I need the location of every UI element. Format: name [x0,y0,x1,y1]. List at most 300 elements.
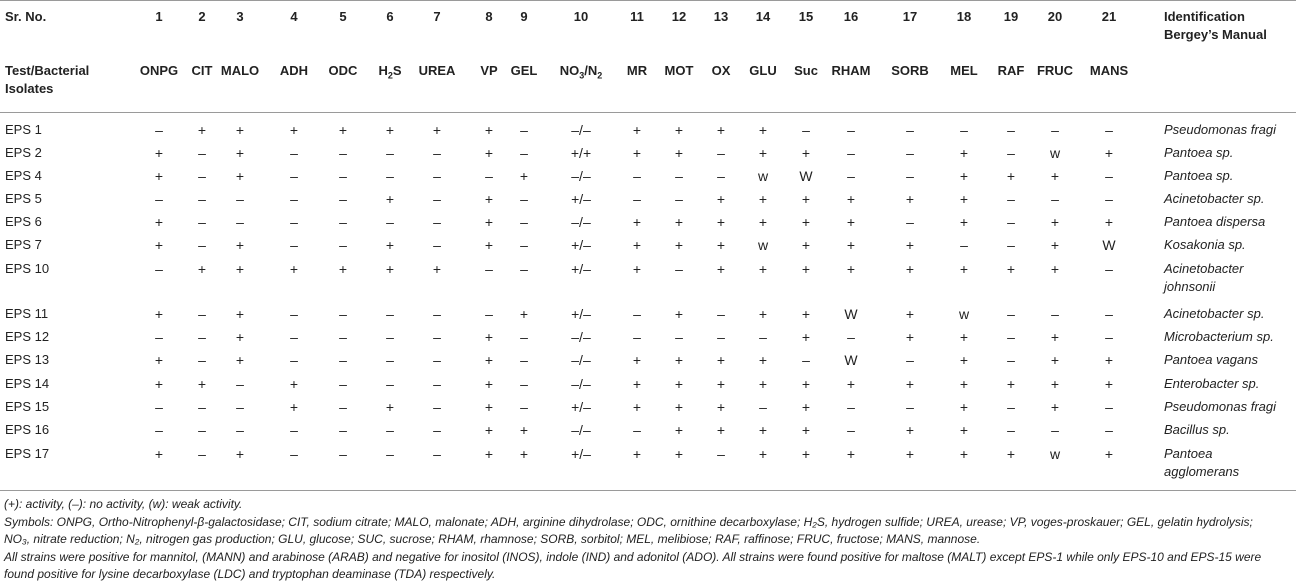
header-column-number: 14 [755,9,771,24]
result-cell: – [339,145,347,161]
result-cell: + [905,261,915,277]
header-test-sorb [880,63,940,79]
header-column-number: 4 [290,9,298,24]
result-cell: + [674,306,684,322]
result-cell: – [1051,306,1059,322]
identification-name: Pantoea sp. [1164,168,1234,183]
header-test-gel [494,63,554,79]
result-cell: – [386,168,394,184]
result-cell: – [1051,191,1059,207]
result-cell: – [433,399,441,415]
result-cell: – [1007,329,1015,345]
result-cell: – [433,352,441,368]
result-cell: +/– [571,446,591,462]
test-abbrev: CIT [191,63,213,78]
result-cell: + [154,352,164,368]
result-cell: – [198,191,206,207]
result-cell: + [905,306,915,322]
header-identification: Identification [1164,9,1245,24]
result-cell: – [155,122,163,138]
result-cell: – [675,329,683,345]
result-cell: – [290,422,298,438]
result-cell: + [235,329,245,345]
result-cell: + [1104,145,1114,161]
header-isolates: Isolates [5,81,54,96]
result-cell: + [716,422,726,438]
result-cell: – [386,376,394,392]
result-cell: + [154,306,164,322]
test-abbrev: ODC [328,63,358,78]
result-cell: – [198,306,206,322]
result-cell: – [1105,168,1113,184]
result-cell: – [339,446,347,462]
result-cell: – [1007,145,1015,161]
header-column-number: 15 [798,9,814,24]
result-cell: – [386,352,394,368]
result-cell: + [758,352,768,368]
result-cell: + [154,376,164,392]
result-cell: + [484,329,494,345]
result-cell: + [154,446,164,462]
result-cell: – [339,376,347,392]
header-column-number: 17 [902,9,918,24]
result-cell: – [520,376,528,392]
result-cell: – [236,376,244,392]
header-sr-no: Sr. No. [5,9,47,24]
header-test-malo [210,63,270,79]
subscript: 2 [387,70,393,81]
result-cell: + [1050,399,1060,415]
result-cell: –/– [571,376,591,392]
header-test-bacterial: Test/Bacterial [5,63,90,78]
result-cell: – [198,446,206,462]
result-cell: – [485,306,493,322]
result-cell: – [433,306,441,322]
result-cell: –/– [571,329,591,345]
result-cell: – [198,352,206,368]
result-cell: + [801,261,811,277]
result-cell: –/– [571,122,591,138]
result-cell: + [289,376,299,392]
result-cell: + [484,237,494,253]
header-column-number: 21 [1101,9,1117,24]
footnote-line: (+): activity, (–): no activity, (w): weak activity. [4,497,243,511]
result-cell: w [757,237,769,253]
result-cell: + [1006,168,1016,184]
result-cell: – [290,446,298,462]
result-cell: – [759,329,767,345]
test-abbrev: VP [480,63,498,78]
result-cell: + [905,329,915,345]
result-cell: – [1007,352,1015,368]
result-cell: + [846,446,856,462]
result-cell: – [198,329,206,345]
header-test-rham [821,63,881,79]
isolate-id: EPS 6 [5,214,42,229]
result-cell: + [235,122,245,138]
result-cell: + [905,376,915,392]
result-cell: + [959,261,969,277]
result-cell: – [717,168,725,184]
result-cell: + [801,422,811,438]
identification-name: Enterobacter sp. [1164,376,1260,391]
result-cell: – [520,329,528,345]
isolate-id: EPS 14 [5,376,50,391]
isolate-id: EPS 4 [5,168,42,183]
result-cell: – [1105,261,1113,277]
test-abbrev: UREA [418,63,456,78]
result-cell: + [758,422,768,438]
result-cell: – [198,399,206,415]
result-cell: + [674,399,684,415]
identification-name: Pseudomonas fragi [1164,399,1277,414]
result-cell: + [484,422,494,438]
result-cell: + [385,399,395,415]
header-column-number: 13 [713,9,729,24]
result-cell: + [385,237,395,253]
result-cell: W [844,352,858,368]
result-cell: + [959,376,969,392]
result-cell: + [484,145,494,161]
result-cell: W [844,306,858,322]
result-cell: – [236,399,244,415]
result-cell: + [632,145,642,161]
header-column-number: 20 [1047,9,1063,24]
result-cell: + [632,376,642,392]
result-cell: – [759,399,767,415]
isolate-id: EPS 17 [5,446,50,461]
identification-name: Pseudomonas fragi [1164,122,1277,137]
identification-name: Pantoea vagans [1164,352,1258,367]
result-cell: – [433,168,441,184]
footnote-line: Symbols: ONPG, Ortho-Nitrophenyl-β-galactosidase; CIT, sodium citrate; MALO, malonate; ADH, arginine dihydrolase; ODC, ornithine decarboxylase; H₂S, hydrogen sulfide; UREA, urease; VP, voges-proskauer; GEL, gelatin hydrolysis; [4,514,1253,529]
result-cell: – [339,237,347,253]
result-cell: – [236,422,244,438]
test-abbrev: RAF [997,63,1025,78]
result-cell: + [235,237,245,253]
result-cell: – [717,446,725,462]
result-cell: – [906,122,914,138]
result-cell: – [290,145,298,161]
result-cell: + [197,376,207,392]
result-cell: + [716,261,726,277]
result-cell: + [632,122,642,138]
result-cell: +/+ [570,145,592,161]
result-cell: + [905,191,915,207]
result-cell: + [758,145,768,161]
result-cell: – [339,352,347,368]
result-cell: – [1105,422,1113,438]
footnote-line: NO₃, nitrate reduction; N₂, nitrogen gas production; GLU, glucose; SUC, sucrose; RHAM, rhamnose; SORB, sorbitol; MEL, melibiose; RAF, raffinose; FRUC, fructose; MANS, mannose. [4,532,981,546]
test-abbrev: MALO [220,63,260,78]
result-cell: + [1006,446,1016,462]
result-cell: + [432,122,442,138]
result-cell: + [632,237,642,253]
result-cell: – [1007,122,1015,138]
test-abbrev: FRUC [1036,63,1074,78]
result-cell: – [386,145,394,161]
result-cell: – [717,329,725,345]
result-cell: + [758,376,768,392]
result-cell: + [519,306,529,322]
result-cell: +/– [571,306,591,322]
result-cell: + [905,446,915,462]
result-cell: – [339,214,347,230]
result-cell: – [155,261,163,277]
result-cell: + [484,191,494,207]
header-column-number: 9 [520,9,528,24]
header-rule [0,112,1296,113]
result-cell: + [632,446,642,462]
result-cell: + [959,191,969,207]
result-cell: + [758,306,768,322]
result-cell: + [484,399,494,415]
result-cell: + [632,261,642,277]
result-cell: + [484,446,494,462]
test-abbrev: MEL [950,63,978,78]
result-cell: +/– [571,399,591,415]
identification-name: Bacillus sp. [1164,422,1230,437]
test-abbrev: GLU [749,63,777,78]
result-cell: – [906,214,914,230]
result-cell: + [959,214,969,230]
header-test-urea [407,63,467,79]
test-abbrev-suffix: S [392,63,402,78]
result-cell: + [674,376,684,392]
identification-name: Acinetobacter [1164,261,1244,276]
result-cell: W [799,168,813,184]
result-cell: + [674,422,684,438]
result-cell: + [674,122,684,138]
result-cell: + [801,446,811,462]
result-cell: + [338,122,348,138]
result-cell: + [1050,329,1060,345]
result-cell: + [716,191,726,207]
result-cell: – [290,352,298,368]
result-cell: + [632,399,642,415]
result-cell: + [289,399,299,415]
result-cell: – [198,214,206,230]
test-abbrev: RHAM [831,63,871,78]
result-cell: + [801,214,811,230]
result-cell: + [519,422,529,438]
result-cell: – [717,306,725,322]
header-column-number: 5 [339,9,347,24]
header-column-number: 18 [956,9,972,24]
result-cell: + [801,329,811,345]
result-cell: + [801,191,811,207]
result-cell: – [906,352,914,368]
footnote-line: All strains were positive for mannitol, (MANN) and arabinose (ARAB) and negative for inositol (INOS), indole (IND) and adonitol (ADO). All strains were found positive for maltose (MALT) except EPS-1 while only EPS-10 and EPS-15 were [4,549,1262,564]
result-cell: + [716,237,726,253]
result-cell: – [236,214,244,230]
top-rule [0,0,1296,1]
result-cell: + [801,399,811,415]
identification-name: Acinetobacter sp. [1164,191,1265,206]
result-cell: – [847,329,855,345]
result-cell: + [484,214,494,230]
result-cell: – [290,214,298,230]
result-cell: – [339,168,347,184]
result-cell: + [716,214,726,230]
result-cell: + [801,306,811,322]
result-cell: + [905,422,915,438]
result-cell: + [385,261,395,277]
result-cell: – [520,399,528,415]
test-abbrev-suffix: /N [584,63,598,78]
identification-name: Pantoea dispersa [1164,214,1266,229]
result-cell: + [432,261,442,277]
result-cell: – [1007,399,1015,415]
result-cell: – [633,191,641,207]
result-cell: – [433,446,441,462]
result-cell: – [1007,191,1015,207]
result-cell: + [846,376,856,392]
result-cell: – [1105,329,1113,345]
result-cell: – [675,191,683,207]
result-cell: + [154,237,164,253]
result-cell: +/– [571,237,591,253]
result-cell: – [198,168,206,184]
identification-name: Microbacterium sp. [1164,329,1274,344]
result-cell: – [520,145,528,161]
result-cell: – [802,352,810,368]
result-cell: – [236,191,244,207]
test-abbrev: SORB [891,63,929,78]
identification-name: Pantoea [1164,446,1213,461]
result-cell: +/– [571,261,591,277]
result-cell: + [1104,446,1114,462]
result-cell: + [959,352,969,368]
result-cell: + [632,352,642,368]
result-cell: – [906,399,914,415]
header-column-number: 10 [573,9,589,24]
result-cell: – [433,376,441,392]
result-cell: – [1105,122,1113,138]
result-cell: + [154,214,164,230]
result-cell: + [959,168,969,184]
result-cell: + [801,376,811,392]
result-cell: – [906,145,914,161]
result-cell: – [960,122,968,138]
result-cell: – [155,399,163,415]
result-cell: – [155,191,163,207]
result-cell: – [675,168,683,184]
isolate-id: EPS 13 [5,352,50,367]
result-cell: – [198,422,206,438]
result-cell: –/– [571,422,591,438]
result-cell: – [633,168,641,184]
header-column-number: 16 [843,9,859,24]
header-column-number: 3 [236,9,244,24]
result-cell: –/– [571,214,591,230]
bottom-rule [0,490,1296,491]
result-cell: – [433,214,441,230]
test-abbrev: MOT [664,63,694,78]
isolate-id: EPS 15 [5,399,50,414]
test-abbrev: GEL [510,63,538,78]
header-test-no [551,63,611,84]
result-cell: + [801,237,811,253]
result-cell: – [339,329,347,345]
result-cell: + [959,145,969,161]
result-cell: – [339,399,347,415]
result-cell: – [1105,306,1113,322]
isolate-id: EPS 16 [5,422,50,437]
result-cell: + [1050,237,1060,253]
identification-name: Pantoea sp. [1164,145,1234,160]
result-cell: + [801,145,811,161]
result-cell: – [290,191,298,207]
result-cell: – [847,422,855,438]
header-column-number: 8 [485,9,493,24]
subscript: 3 [579,70,585,81]
result-cell: + [235,306,245,322]
result-cell: – [290,237,298,253]
result-cell: + [1050,352,1060,368]
header-column-number: 19 [1003,9,1019,24]
result-cell: + [674,352,684,368]
result-cell: w [1049,145,1061,161]
result-cell: + [197,122,207,138]
result-cell: – [847,168,855,184]
result-cell: w [757,168,769,184]
result-cell: + [674,446,684,462]
result-cell: – [520,261,528,277]
result-cell: – [386,446,394,462]
test-abbrev: MR [626,63,648,78]
isolate-id: EPS 1 [5,122,42,137]
test-abbrev: ONPG [139,63,179,78]
result-cell: + [154,145,164,161]
result-cell: + [1104,376,1114,392]
header-test-mans [1079,63,1139,79]
result-cell: + [338,261,348,277]
result-cell: + [758,446,768,462]
result-cell: – [290,306,298,322]
result-cell: + [289,122,299,138]
result-cell: W [1102,237,1116,253]
result-cell: + [716,122,726,138]
result-cell: – [198,145,206,161]
result-cell: + [716,399,726,415]
table-footnotes [4,496,1294,584]
header-column-number: 12 [671,9,687,24]
result-cell: + [1006,261,1016,277]
result-cell: – [1051,122,1059,138]
result-cell: – [155,329,163,345]
result-cell: + [758,122,768,138]
result-cell: – [339,422,347,438]
result-cell: – [633,422,641,438]
result-cell: – [1007,422,1015,438]
isolate-id: EPS 10 [5,261,50,276]
isolate-id: EPS 11 [5,306,49,321]
result-cell: – [339,306,347,322]
result-cell: – [386,422,394,438]
result-cell: + [674,237,684,253]
result-cell: – [290,168,298,184]
header-test-fruc [1025,63,1085,79]
result-cell: – [675,261,683,277]
result-cell: + [758,261,768,277]
result-cell: + [959,329,969,345]
result-cell: – [520,237,528,253]
result-cell: –/– [571,168,591,184]
result-cell: + [519,446,529,462]
test-abbrev: MANS [1089,63,1129,78]
result-cell: + [632,214,642,230]
